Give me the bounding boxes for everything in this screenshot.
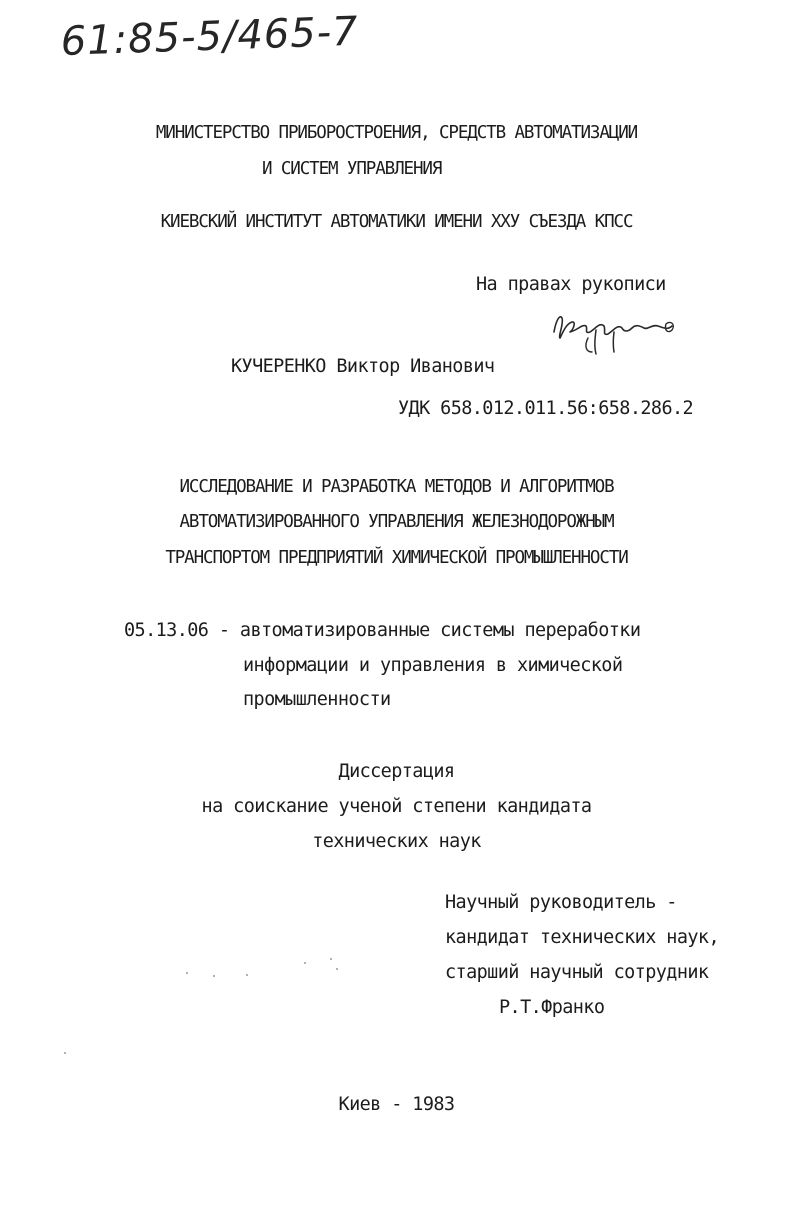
place-and-year: Киев - 1983	[338, 1094, 455, 1115]
supervisor-degree: кандидат технических наук,	[445, 927, 719, 948]
udc-code: УДК 658.012.011.56:658.286.2	[398, 398, 694, 419]
author-signature	[548, 302, 678, 360]
scan-speck	[304, 962, 306, 964]
ministry-line-1: МИНИСТЕРСТВО ПРИБОРОСТРОЕНИЯ, СРЕДСТВ АВТОМАТИЗАЦИИ	[155, 123, 638, 143]
scan-speck	[64, 1052, 66, 1054]
specialty-line-1: 05.13.06 - автоматизированные системы переработки	[124, 620, 641, 641]
ministry-line-2: И СИСТЕМ УПРАВЛЕНИЯ	[262, 159, 442, 179]
dissertation-degree: на соискание ученой степени кандидата	[201, 796, 592, 817]
dissertation-label: Диссертация	[338, 761, 455, 782]
manuscript-note: На правах рукописи	[476, 274, 666, 295]
archive-code: 61:85-5/465-7	[60, 8, 360, 65]
dissertation-field: технических наук	[312, 831, 481, 852]
title-line-1: ИССЛЕДОВАНИЕ И РАЗРАБОТКА МЕТОДОВ И АЛГОРИТМОВ	[179, 477, 614, 497]
scan-speck	[330, 958, 332, 960]
scan-speck	[336, 968, 338, 970]
scan-speck	[186, 972, 188, 974]
scan-speck	[213, 975, 215, 977]
title-line-3: ТРАНСПОРТОМ ПРЕДПРИЯТИЙ ХИМИЧЕСКОЙ ПРОМЫШЛЕННОСТИ	[165, 548, 628, 568]
supervisor-position: старший научный сотрудник	[445, 962, 709, 983]
specialty-line-2: информации и управления в химической	[243, 655, 623, 676]
supervisor-name: Р.Т.Франко	[499, 997, 605, 1018]
author-name: КУЧЕРЕНКО Виктор Иванович	[231, 356, 495, 377]
scan-speck	[246, 974, 248, 976]
supervisor-label: Научный руководитель -	[445, 892, 677, 913]
institute-name: КИЕВСКИЙ ИНСТИТУТ АВТОМАТИКИ ИМЕНИ XXУ СЪЕЗДА КПСС	[160, 212, 633, 232]
specialty-line-3: промышленности	[243, 689, 391, 710]
title-line-2: АВТОМАТИЗИРОВАННОГО УПРАВЛЕНИЯ ЖЕЛЕЗНОДОРОЖНЫМ	[179, 512, 614, 532]
